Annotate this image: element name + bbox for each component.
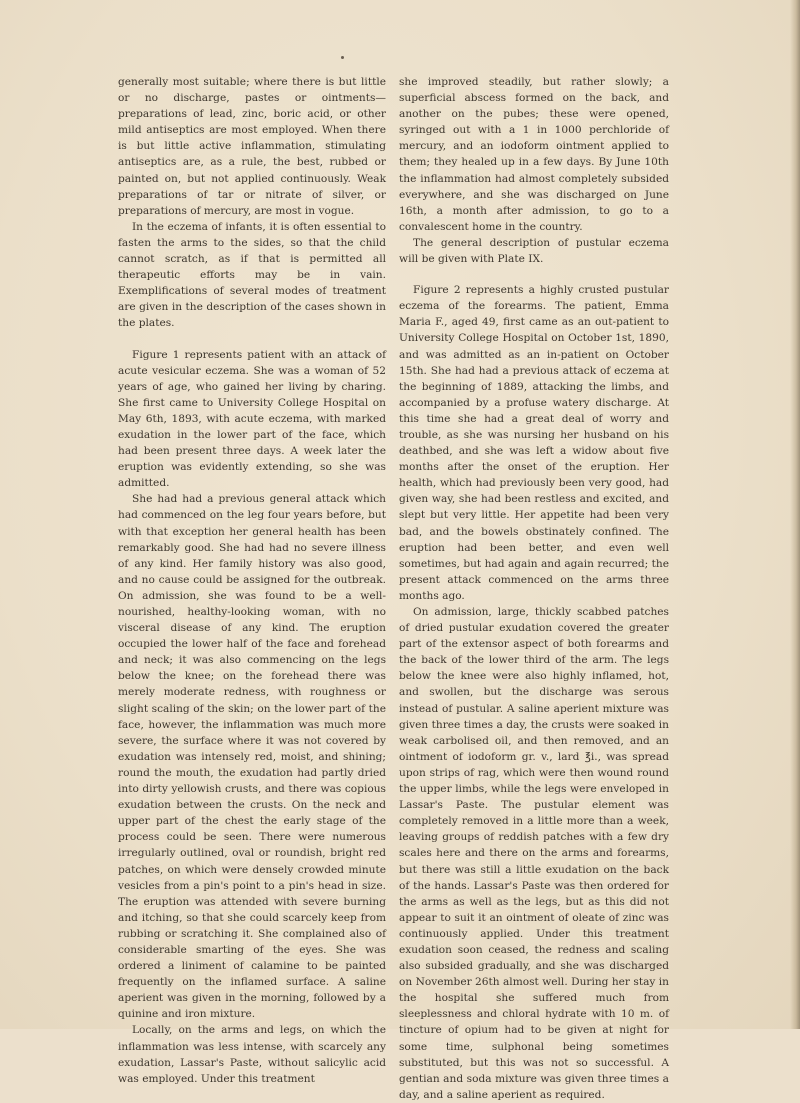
left-column	[118, 74, 386, 1087]
right-column	[399, 74, 669, 1103]
paragraph: Locally, on the arms and legs, on which the inflammation was less intense, with scarcely any exudation, Lassar's Paste, without salicylic acid was employed. Under this treatment	[118, 1024, 386, 1085]
paragraph: The general description of pustular eczema will be given with Plate IX.	[399, 236, 669, 266]
page-edge-shadow	[790, 0, 800, 1029]
page-mark	[341, 56, 344, 59]
paragraph: In the eczema of infants, it is often essential to fasten the arms to the sides, so that the child cannot scratch, as if that is permitted all therapeutic efforts may be in vain. Exemplifications of several modes of treatment are given in the description of the cases shown in the plates.	[118, 220, 386, 330]
paragraph: She had had a previous general attack which had commenced on the leg four years before, but with that exception her general health has been remarkably good. She had had no severe illness of any kind. Her family history was also good, and no cause could be assigned for the outbreak. On admission, she was found to be a well-nourished, healthy-looking woman, with no visceral disease of any kind. The eruption occupied the lower half of the face and forehead and neck; it was also commencing on the legs below the knee; on the forehead there was merely moderate redness, with roughness or slight scaling of the skin; on the lower part of the face, however, the inflammation was much more severe, the surface where it was not covered by exudation was intensely red, moist, and shining; round the mouth, the exudation had partly dried into dirty yellowish crusts, and there was copious exudation between the crusts. On the neck and upper part of the chest the early stage of the process could be seen. There were numerous irregularly outlined, oval or roundish, bright red patches, on which were densely crowded minute vesicles from a pin's point to a pin's head in size. The eruption was attended with severe burning and itching, so that she could scarcely keep from rubbing or scratching it. She complained also of considerable smarting of the eyes. She was ordered a liniment of calamine to be painted frequently on the inflamed surface. A saline aperient was given in the morning, followed by a quinine and iron mixture.	[118, 493, 386, 1021]
paragraph: Figure 1 represents patient with an attack of acute vesicular eczema. She was a woman of 52 years of age, who gained her living by charing. She first came to University College Hospital on May 6th, 1893, with acute eczema, with marked exudation in the lower part of the face, which had been present three days. A week later the eruption was evidently extending, so she was admitted.	[118, 348, 386, 490]
paragraph: On admission, large, thickly scabbed patches of dried pustular exudation covered the greater part of the extensor aspect of both forearms and the back of the lower third of the arm. The legs below the knee were also highly inflamed, hot, and swollen, but the discharge was serous instead of pustular. A saline aperient mixture was given three times a day, the crusts were soaked in weak carbolised oil, and then removed, and an ointment of iodoform gr. v., lard ℥i., was spread upon strips of rag, which were then wound round the upper limbs, while the legs were enveloped in Lassar's Paste. The pustular element was completely removed in a little more than a week, leaving groups of reddish patches with a few dry scales here and there on the arms and forearms, but there was still a little exudation on the back of the hands. Lassar's Paste was then ordered for the arms as well as the legs, but as this did not appear to suit it an ointment of oleate of zinc was continuously applied. Under this treatment exudation soon ceased, the redness and scaling also subsided gradually, and she was discharged on November 26th almost well. During her stay in the hospital she suffered much from sleeplessness and chloral hydrate with 10 m. of tincture of opium had to be given at night for some time, sulphonal being sometimes substituted, but this was not so successful. A gentian and soda mixture was given three times a day, and a saline aperient as required.	[399, 606, 669, 1101]
paragraph: generally most suitable; where there is but little or no discharge, pastes or ointments—preparations of lead, zinc, boric acid, or other mild antiseptics are most employed. When there is but little active inflammation, stimulating antiseptics are, as a rule, the best, rubbed or painted on, but not applied continuously. Weak preparations of tar or nitrate of silver, or preparations of mercury, are most in vogue.	[118, 76, 386, 217]
paragraph: Figure 2 represents a highly crusted pustular eczema of the forearms. The patient, Emma Maria F., aged 49, first came as an out-patient to University College Hospital on October 1st, 1890, and was admitted as an in-patient on October 15th. She had had a previous attack of eczema at the beginning of 1889, attacking the limbs, and accompanied by a profuse watery discharge. At this time she had a great deal of worry and trouble, as she was nursing her husband on his deathbed, and she was left a widow about five months after the onset of the eruption. Her health, which had previously been very good, had given way, she had been restless and excited, and slept but very little. Her appetite had been very bad, and the bowels obstinately confined. The eruption had been better, and even well sometimes, but had again and again recurred; the present attack commenced on the arms three months ago.	[399, 284, 669, 602]
paragraph: she improved steadily, but rather slowly; a superficial abscess formed on the back, and another on the pubes; these were opened, syringed out with a 1 in 1000 perchloride of mercury, and an iodoform ointment applied to them; they healed up in a few days. By June 10th the inflammation had almost completely subsided everywhere, and she was discharged on June 16th, a month after admission, to go to a convalescent home in the country.	[399, 76, 669, 233]
